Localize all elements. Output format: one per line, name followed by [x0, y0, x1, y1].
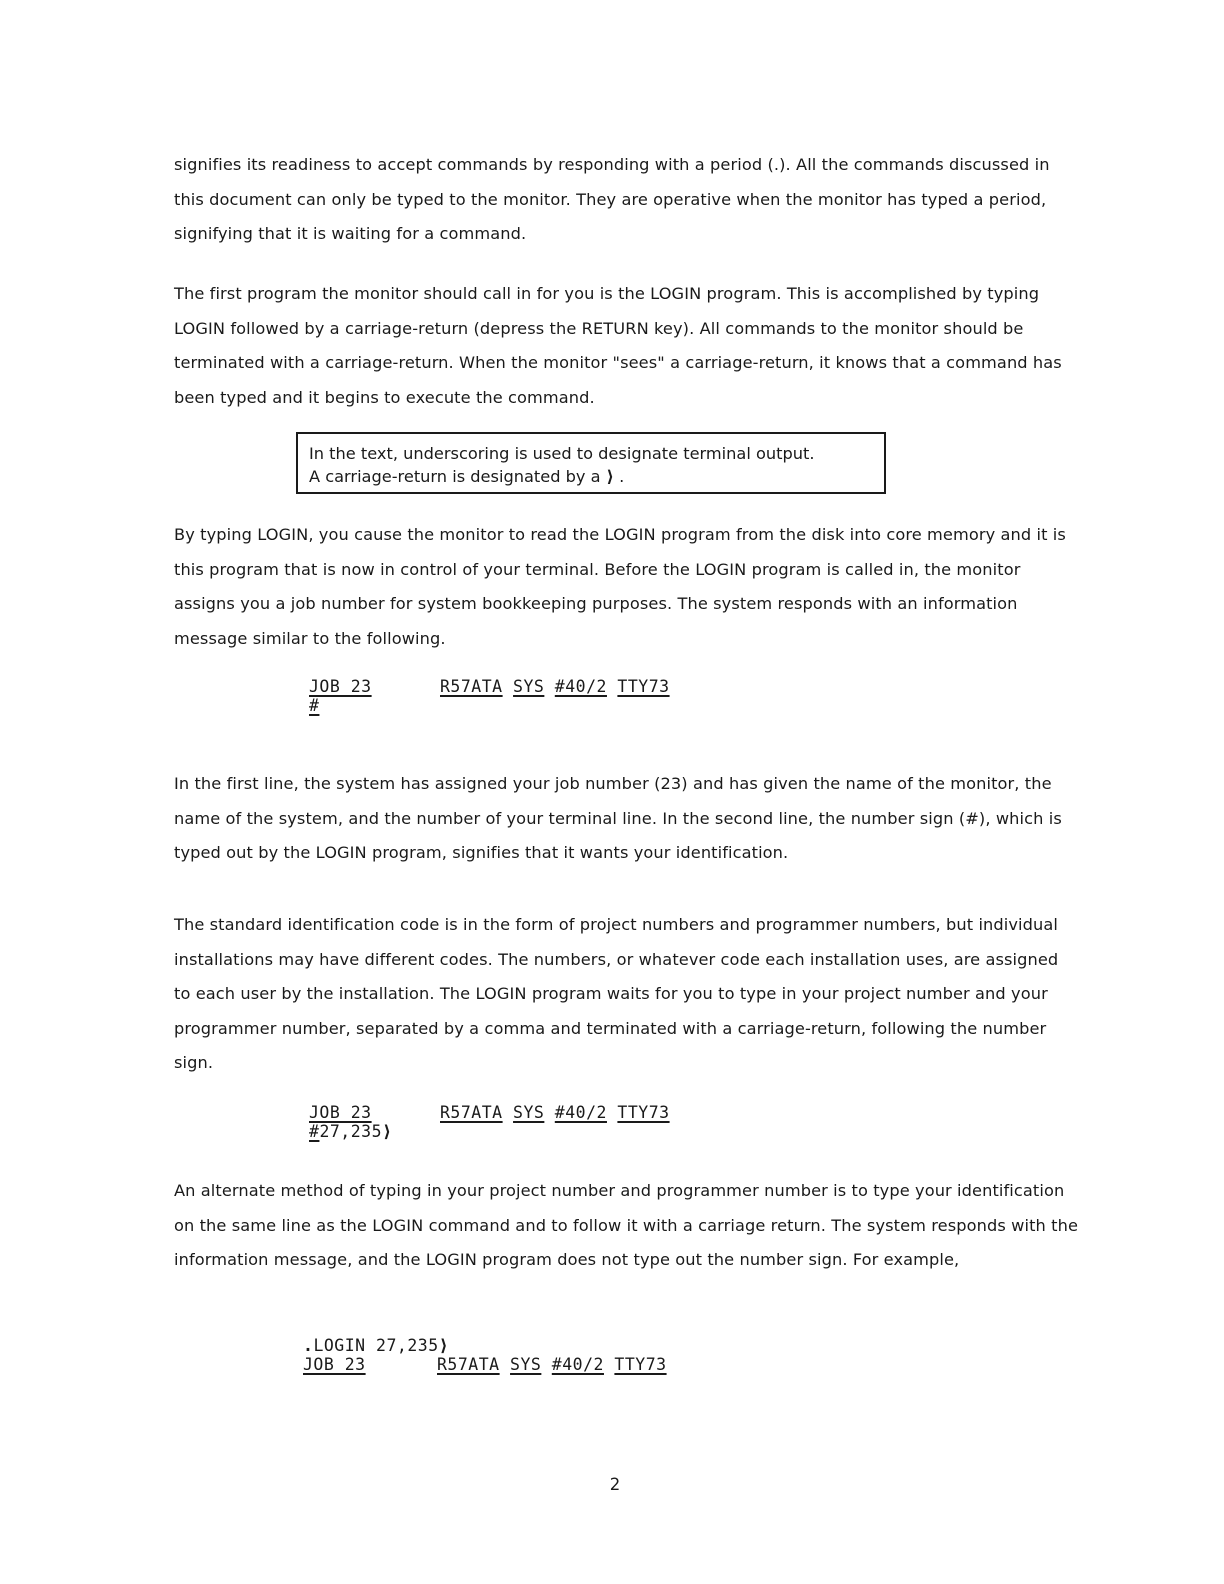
example1-status-line: [440, 678, 670, 696]
example1-job: [309, 678, 372, 696]
example3-job-text: JOB 23: [303, 1355, 366, 1374]
carriage-return-icon: ⟩: [606, 467, 614, 486]
example1-monitor: R57ATA: [440, 677, 503, 696]
example1-system: SYS: [513, 677, 545, 696]
note-line-1: In the text, underscoring is used to designate terminal output.: [309, 444, 815, 463]
example1-sysnum: #40/2: [554, 677, 607, 696]
notation-note-box: [296, 432, 886, 494]
note-line-2-end: .: [619, 467, 625, 486]
example2-job: [309, 1104, 372, 1122]
page-number: 2: [609, 1475, 621, 1494]
example1-prompt-text: #: [309, 696, 320, 715]
example2-input-line: [309, 1123, 392, 1141]
paragraph-login-program: The first program the monitor should call in for you is the LOGIN program. This is accomplished by typing LOGIN followed by a carriage-return (depress the RETURN key). All commands to the monitor should be terminated with a carriage-return. When the monitor "sees" a carriage-return, it knows that a command has been typed and it begins to execute the command.: [174, 284, 1062, 407]
note-line-2-text: A carriage-return is designated by a: [309, 467, 601, 486]
example2-sysnum: #40/2: [554, 1103, 607, 1122]
carriage-return-icon: ⟩: [438, 1336, 450, 1355]
example3-sysnum: #40/2: [551, 1355, 604, 1374]
example3-command-line: [303, 1337, 449, 1355]
example1-tty: TTY73: [617, 677, 670, 696]
example3-command: LOGIN 27,235: [313, 1336, 439, 1355]
example2-monitor: R57ATA: [440, 1103, 503, 1122]
paragraph-monitor-readiness: signifies its readiness to accept commands by responding with a period (.). All the commands discussed in this document can only be typed to the monitor. They are operative when the monitor has typed a period, signifying that it is waiting for a command.: [174, 155, 1050, 243]
example2-status-line: [440, 1104, 670, 1122]
example2-system: SYS: [513, 1103, 545, 1122]
example2-job-text: JOB 23: [309, 1103, 372, 1122]
example3-system: SYS: [510, 1355, 542, 1374]
paragraph-identification-code: The standard identification code is in the form of project numbers and programmer numbers, but individual installations may have different codes. The numbers, or whatever code each installation uses, are assigned to each user by the installation. The LOGIN program waits for you to type in your project number and your programmer number, separated by a comma and terminated with a carriage-return, following the number sign.: [174, 915, 1059, 1072]
example2-input: 27,235: [319, 1122, 383, 1141]
example2-tty: TTY73: [617, 1103, 670, 1122]
example3-monitor: R57ATA: [437, 1355, 500, 1374]
example3-tty: TTY73: [614, 1355, 667, 1374]
example3-job: [303, 1356, 366, 1374]
example1-job-text: JOB 23: [309, 677, 372, 696]
paragraph-first-line-explanation: In the first line, the system has assigned your job number (23) and has given the name of the monitor, the name of the system, and the number of your terminal line. In the second line, the number sign (#), which is typed out by the LOGIN program, signifies that it wants your identification.: [174, 774, 1062, 862]
example3-status-line: [437, 1356, 667, 1374]
example3-dot: .: [303, 1336, 314, 1355]
example2-prompt: #: [309, 1122, 320, 1141]
note-line-2: [309, 465, 884, 488]
paragraph-alternate-method: An alternate method of typing in your project number and programmer number is to type your identification on the same line as the LOGIN command and to follow it with a carriage return. The system responds with the information message, and the LOGIN program does not type out the number sign. For example,: [174, 1181, 1079, 1269]
paragraph-typing-login: By typing LOGIN, you cause the monitor to read the LOGIN program from the disk into core memory and it is this program that is now in control of your terminal. Before the LOGIN program is called in, the monitor assigns you a job number for system bookkeeping purposes. The system responds with an information message similar to the following.: [174, 525, 1066, 648]
example1-prompt: [309, 697, 319, 715]
carriage-return-icon: ⟩: [382, 1122, 393, 1141]
